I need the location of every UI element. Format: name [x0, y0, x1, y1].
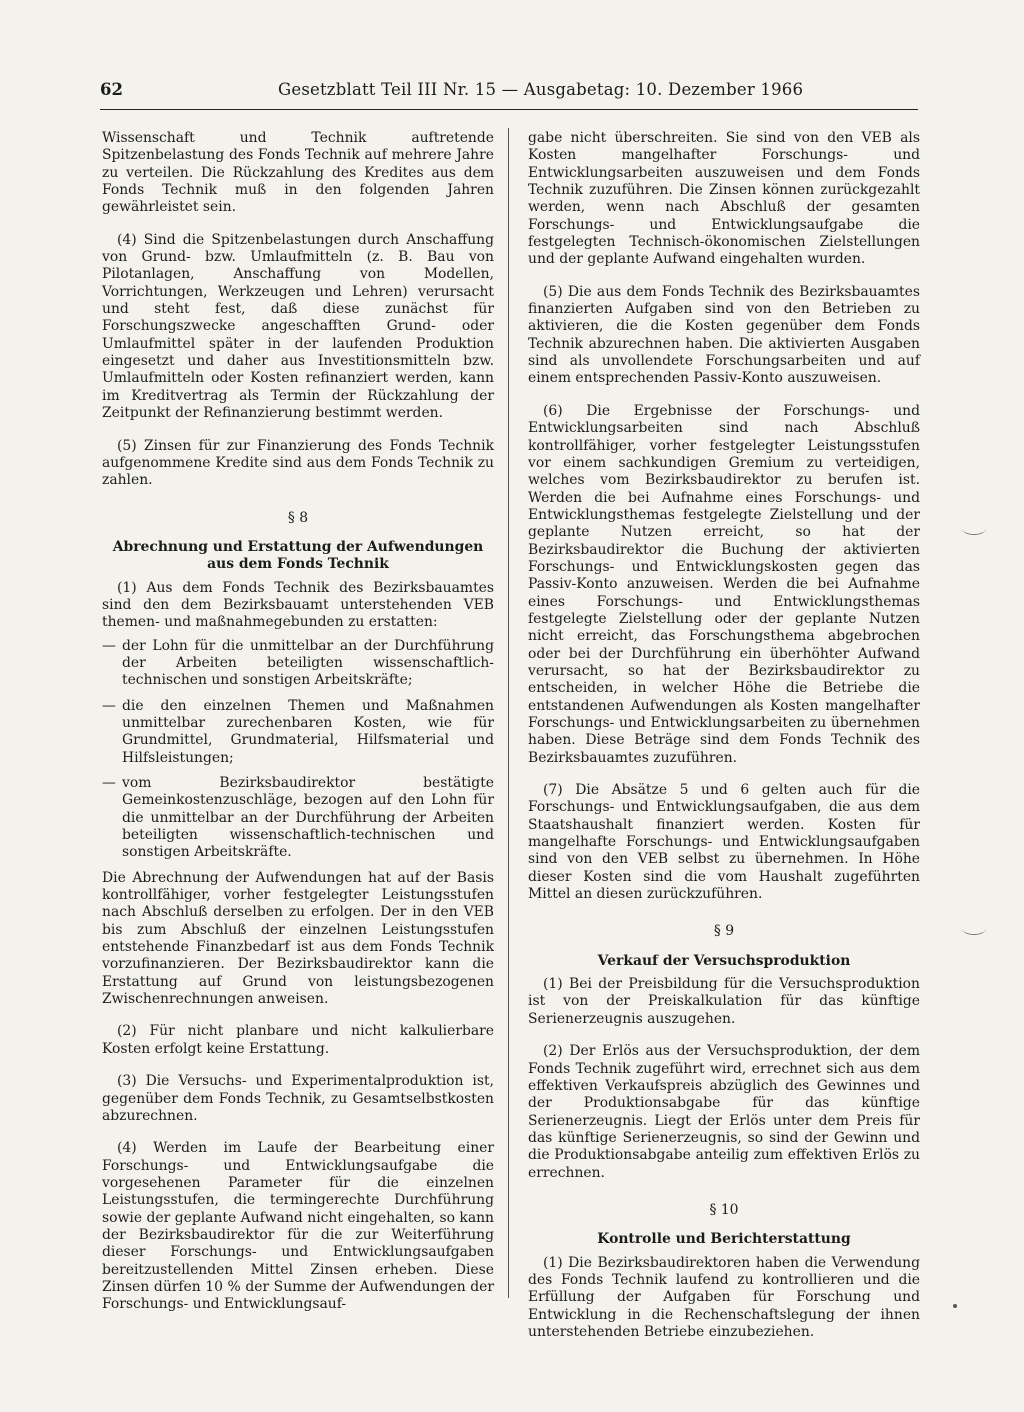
list-item-text: der Lohn für die unmittelbar an der Durchführung der Arbeiten beteiligten wissenschaftlich-technischen und sonstigen Arbeitskräfte;	[122, 637, 494, 689]
list-item-text: die den einzelnen Themen und Maßnahmen unmittelbar zurechenbaren Kosten, wie für Grundmittel, Grundmaterial, Hilfsmaterial und Hilfsleistungen;	[122, 697, 494, 766]
list-item	[102, 698, 494, 767]
paragraph-continuation: gabe nicht überschreiten. Sie sind von den VEB als Kosten mangelhafter Forschungs- und Entwicklungsarbeiten auszuweisen und dem Fonds Technik zuzuführen. Die Zinsen können zurückgezahlt werden, wenn nach Abschluß der gesamten Forschungs- und Entwicklungsaufgabe die festgelegten Technisch-ökonomischen Zielstellungen und der geplante Aufwand eingehalten wurden.	[528, 130, 920, 268]
paragraph-9-1: (1) Bei der Preisbildung für die Versuchsproduktion ist von der Preiskalkulation für das künftige Serienerzeugnis auszugehen.	[528, 976, 920, 1027]
paragraph-8-6: (6) Die Ergebnisse der Forschungs- und Entwicklungsarbeiten sind nach Abschluß kontrollfähiger, vorher festgelegter Leistungsstufen vor einem sachkundigen Gremium zu verteidigen, welches vom Bezirksbaudirektor zu berufen ist. Werden die bei Aufnahme eines Forschungs- und Entwicklungsthemas festgelegte Zielstellung und der geplante Nutzen erreicht, so hat der Bezirksbaudirektor die Buchung der aktivierten Forschungs- und Entwicklungskosten gegen das Passiv-Konto anzuweisen. Werden die bei Aufnahme eines Forschungs- und Entwicklungsthemas festgelegte Zielstellung oder der geplante Nutzen nicht erreicht, das Forschungsthema abgebrochen oder bei der Durchführung ein überhöhter Aufwand verursacht, so hat der Bezirksbaudirektor zu entscheiden, in welcher Höhe die Betriebe die entstandenen Aufwendungen als Kosten mangelhafter Forschungs- und Entwicklungsarbeiten zu übernehmen haben. Diese Beträge sind dem Fonds Technik des Bezirksbauamtes zuzuführen.	[528, 402, 920, 766]
list-item	[102, 775, 494, 862]
print-speck	[953, 1304, 957, 1308]
margin-mark	[962, 522, 986, 535]
section-8-number: § 8	[287, 509, 309, 526]
dash-bullet: —	[102, 637, 116, 654]
list-item-text: vom Bezirksbaudirektor bestätigte Gemeinkostenzuschläge, bezogen auf den Lohn für die unmittelbar an der Durchführung der Arbeiten beteiligten wissenschaftlich-technischen und sonstigen Arbeitskräfte.	[122, 775, 494, 861]
dash-bullet: —	[102, 697, 116, 714]
section-9-heading: Verkauf der Versuchsproduktion	[597, 952, 851, 969]
paragraph-8-4: (4) Werden im Laufe der Bearbeitung einer Forschungs- und Entwicklungsaufgabe die vorgesehenen Parameter für die einzelnen Leistungsstufen, die termingerechte Durchführung sowie der geplante Aufwand nicht eingehalten, so kann der Bezirksbaudirektor für die zur Weiterführung dieser Forschungs- und Entwicklungsaufgaben bereitzustellenden Mittel Zinsen erheben. Diese Zinsen dürfen 10 % der Summe der Aufwendungen der Forschungs- und Entwicklungsauf-	[102, 1140, 494, 1313]
paragraph-billing: Die Abrechnung der Aufwendungen hat auf der Basis kontrollfähiger, vorher festgelegter Leistungsstufen nach Abschluß derselben zu erfolgen. Der in den VEB bis zum Abschluß der einzelnen Leistungsstufen entstehende Finanzbedarf ist aus dem Fonds Technik vorzufinanzieren. Der Bezirksbaudirektor kann die Erstattung auf Grund von leistungsbezogenen Zwischenrechnungen anweisen.	[102, 869, 494, 1008]
paragraph-9-2: (2) Der Erlös aus der Versuchsproduktion, der dem Fonds Technik zugeführt wird, errechnet sich aus dem effektiven Verkaufspreis abzüglich des Gewinnes und der Produktionsabgabe für das künftige Serienerzeugnis. Liegt der Erlös unter dem Preis für das künftige Serienerzeugnis, so sind der Gewinn und die Produktionsabgabe anteilig zum effektiven Erlös zu errechnen.	[528, 1043, 920, 1181]
right-column	[528, 130, 920, 1341]
paragraph-7-5: (5) Zinsen für zur Finanzierung des Fonds Technik aufgenommene Kredite sind aus dem Fonds Technik zu zahlen.	[102, 437, 494, 489]
cost-list	[102, 638, 494, 862]
paragraph-continuation: Wissenschaft und Technik auftretende Spitzenbelastung des Fonds Technik auf mehrere Jahre zu verteilen. Die Rückzahlung des Kredites aus dem Fonds Technik muß in den folgenden Jahren gewährleistet sein.	[102, 130, 494, 216]
dash-bullet: —	[102, 775, 116, 791]
paragraph-8-3: (3) Die Versuchs- und Experimentalproduktion ist, gegenüber dem Fonds Technik, zu Gesamtselbstkosten abzurechnen.	[102, 1073, 494, 1124]
header-title: Gesetzblatt Teil III Nr. 15 — Ausgabetag: 10. Dezember 1966	[278, 80, 804, 99]
paragraph-10-1: (1) Die Bezirksbaudirektoren haben die Verwendung des Fonds Technik laufend zu kontrollieren und die Erfüllung der Aufgaben für Forschung und Entwicklung in die Rechenschaftslegung der ihnen unterstehenden Betriebe einzubeziehen.	[528, 1254, 920, 1340]
margin-mark	[962, 922, 986, 935]
section-10-heading: Kontrolle und Berichterstattung	[597, 1231, 851, 1248]
paragraph-8-2: (2) Für nicht planbare und nicht kalkulierbare Kosten erfolgt keine Erstattung.	[102, 1023, 494, 1057]
section-10-number: § 10	[709, 1201, 739, 1218]
page-header	[100, 80, 920, 104]
list-item	[102, 638, 494, 690]
section-8-heading: Abrechnung und Erstattung der Aufwendungen aus dem Fonds Technik	[112, 538, 484, 573]
column-divider	[508, 128, 509, 1298]
paragraph-8-7: (7) Die Absätze 5 und 6 gelten auch für die Forschungs- und Entwicklungsaufgaben, die aus dem Staatshaushalt finanziert werden. Kosten für mangelhafte Forschungs- und Entwicklungsaufgaben sind von den VEB selbst zu übernehmen. In Höhe dieser Kosten sind die vom Haushalt zugeführten Mittel an diesen zurückzuführen.	[528, 782, 920, 903]
paragraph-7-4: (4) Sind die Spitzenbelastungen durch Anschaffung von Grund- bzw. Umlaufmitteln (z. B. Bau von Pilotanlagen, Anschaffung von Modellen, Vorrichtungen, Werkzeugen und Lehren) verursacht und steht fest, daß diese zunächst für Forschungszwecke angeschafften Grund- oder Umlaufmittel später in der laufenden Produktion eingesetzt und daher aus Investitionsmitteln bzw. Umlaufmitteln oder Kosten refinanziert werden, kann im Kreditvertrag als Termin der Rückzahlung der Zeitpunkt der Refinanzierung bestimmt werden.	[102, 231, 494, 422]
page-number: 62	[100, 80, 123, 99]
section-9-number: § 9	[713, 923, 735, 940]
paragraph-8-1: (1) Aus dem Fonds Technik des Bezirksbauamtes sind den dem Bezirksbauamt unterstehenden VEB themen- und maßnahmegebunden zu erstatten:	[102, 579, 494, 631]
header-rule	[100, 109, 918, 110]
paragraph-8-5: (5) Die aus dem Fonds Technik des Bezirksbauamtes finanzierten Aufgaben sind von den Betrieben zu aktivieren, die die Kosten gegenüber dem Fonds Technik abzurechnen haben. Die aktivierten Ausgaben sind als unvollendete Forschungsarbeiten und auf einem entsprechenden Passiv-Konto auszuweisen.	[528, 283, 920, 387]
left-column	[102, 130, 494, 1314]
